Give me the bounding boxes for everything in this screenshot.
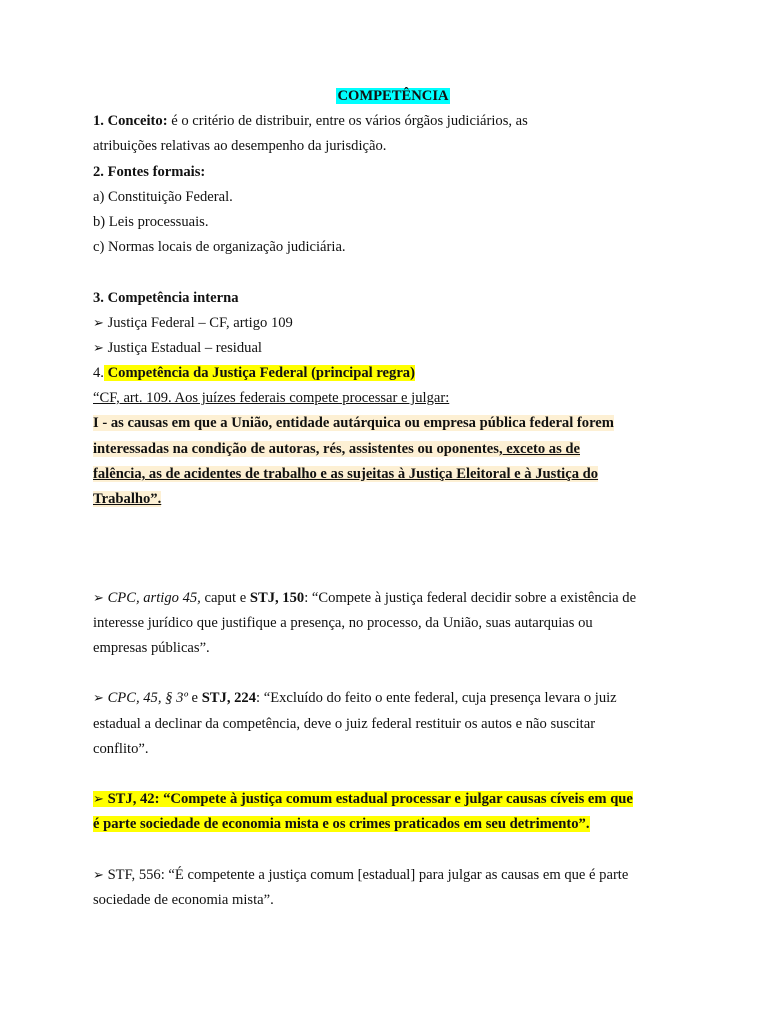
section-conceito-text-a: é o critério de distribuir, entre os vários órgãos judiciários, as (167, 113, 528, 130)
arrow-bullet-icon: ➢ (93, 792, 104, 808)
section-fontes-label: 2. Fontes formais: (93, 163, 206, 180)
fontes-item (93, 235, 693, 260)
arrow-bullet-icon: ➢ (93, 867, 104, 883)
cpc45-3-ref-plain: e (187, 690, 202, 707)
spacer (93, 661, 693, 686)
section-federal-label-line (93, 361, 693, 386)
document-body (93, 84, 693, 913)
spacer (93, 563, 693, 586)
cpc45-3-line1 (93, 686, 693, 711)
stf556-text: sociedade de economia mista”. (93, 891, 274, 908)
federal-quote-intro-line (93, 386, 693, 411)
cpc45-3-ref: CPC, 45, § 3º (107, 690, 188, 707)
fontes-item-text: b) Leis processuais. (93, 213, 209, 230)
arrow-bullet-icon: ➢ (93, 315, 104, 331)
section-fontes-label-line (93, 160, 693, 185)
cpc45-text: empresas públicas”. (93, 639, 210, 656)
federal-item-line3 (93, 462, 693, 487)
fontes-item-text: c) Normas locais de organização judiciária. (93, 239, 346, 256)
arrow-bullet-icon: ➢ (93, 590, 104, 606)
title-row (93, 84, 693, 109)
cpc45-ref: CPC, artigo 45, (107, 589, 201, 606)
spacer (93, 260, 693, 285)
stj150-ref: STJ, 150 (249, 589, 305, 606)
spacer (93, 837, 693, 862)
page-title: COMPETÊNCIA (337, 88, 449, 104)
fontes-item (93, 210, 693, 235)
section-conceito-line1 (93, 109, 693, 134)
federal-item-line1 (93, 411, 693, 436)
fontes-item (93, 185, 693, 210)
federal-item-exception: exceto as de (502, 440, 580, 457)
section-federal-number: 4. (93, 365, 104, 382)
stf556-line2 (93, 888, 693, 913)
stj42-highlight (93, 791, 633, 807)
federal-item-line2 (93, 437, 693, 462)
stf556-line1 (93, 863, 693, 888)
cpc45-3-line2 (93, 712, 693, 737)
interna-bullet (93, 336, 693, 361)
stj42-text: é parte sociedade de economia mista e os crimes praticados em seu detrimento”. (93, 816, 590, 833)
section-conceito-label: 1. Conceito: (93, 113, 168, 130)
stf556-text: STF, 556: “É competente a justiça comum [estadual] para julgar as causas em que é parte (107, 866, 629, 883)
section-conceito-text-b: atribuições relativas ao desempenho da jurisdição. (93, 138, 387, 155)
section-interna-label: 3. Competência interna (93, 289, 239, 306)
cpc45-line2 (93, 611, 693, 636)
arrow-bullet-icon: ➢ (93, 340, 104, 356)
federal-item-line4 (93, 487, 693, 512)
section-interna-label-line (93, 286, 693, 311)
arrow-bullet-icon: ➢ (93, 691, 104, 707)
interna-bullet-text: Justiça Federal – CF, artigo 109 (107, 314, 293, 331)
cpc45-3-text: : “Excluído do feito o ente federal, cuja presença levara o juiz (256, 690, 617, 707)
cpc45-text: interesse jurídico que justifique a presença, no processo, da União, suas autarquias ou (93, 614, 593, 631)
interna-bullet (93, 311, 693, 336)
cpc45-3-line3 (93, 737, 693, 762)
federal-item-exception: falência, as de acidentes de trabalho e as sujeitas à Justiça Eleitoral e à Justiça do (93, 465, 599, 482)
cpc45-line3 (93, 636, 693, 661)
section-conceito-line2 (93, 134, 693, 159)
spacer (93, 762, 693, 787)
cpc45-line1 (93, 586, 693, 611)
federal-item-text: I - as causas em que a União, entidade autárquica ou empresa pública federal forem (93, 415, 614, 432)
stj224-ref: STJ, 224 (201, 690, 257, 707)
stj42-text: STJ, 42: “Compete à justiça comum estadual processar e julgar causas cíveis em que (107, 791, 633, 808)
section-federal-label: Competência da Justiça Federal (principal regra) (103, 365, 415, 382)
interna-bullet-text: Justiça Estadual – residual (107, 339, 262, 356)
cpc45-ref-plain: caput e (200, 589, 250, 606)
federal-quote-intro: “CF, art. 109. Aos juízes federais compete processar e julgar: (93, 390, 450, 407)
federal-item-text: interessadas na condição de autoras, rés, assistentes ou oponentes, (93, 440, 503, 457)
stj42-line2 (93, 812, 693, 837)
stj42-line1 (93, 787, 693, 812)
fontes-item-text: a) Constituição Federal. (93, 188, 233, 205)
federal-item-exception: Trabalho”. (93, 491, 162, 507)
cpc45-text: : “Compete à justiça federal decidir sobre a existência de (304, 589, 637, 606)
cpc45-3-text: estadual a declinar da competência, deve o juiz federal restituir os autos e não suscitar (93, 715, 596, 732)
spacer (93, 512, 693, 562)
cpc45-3-text: conflito”. (93, 740, 149, 757)
